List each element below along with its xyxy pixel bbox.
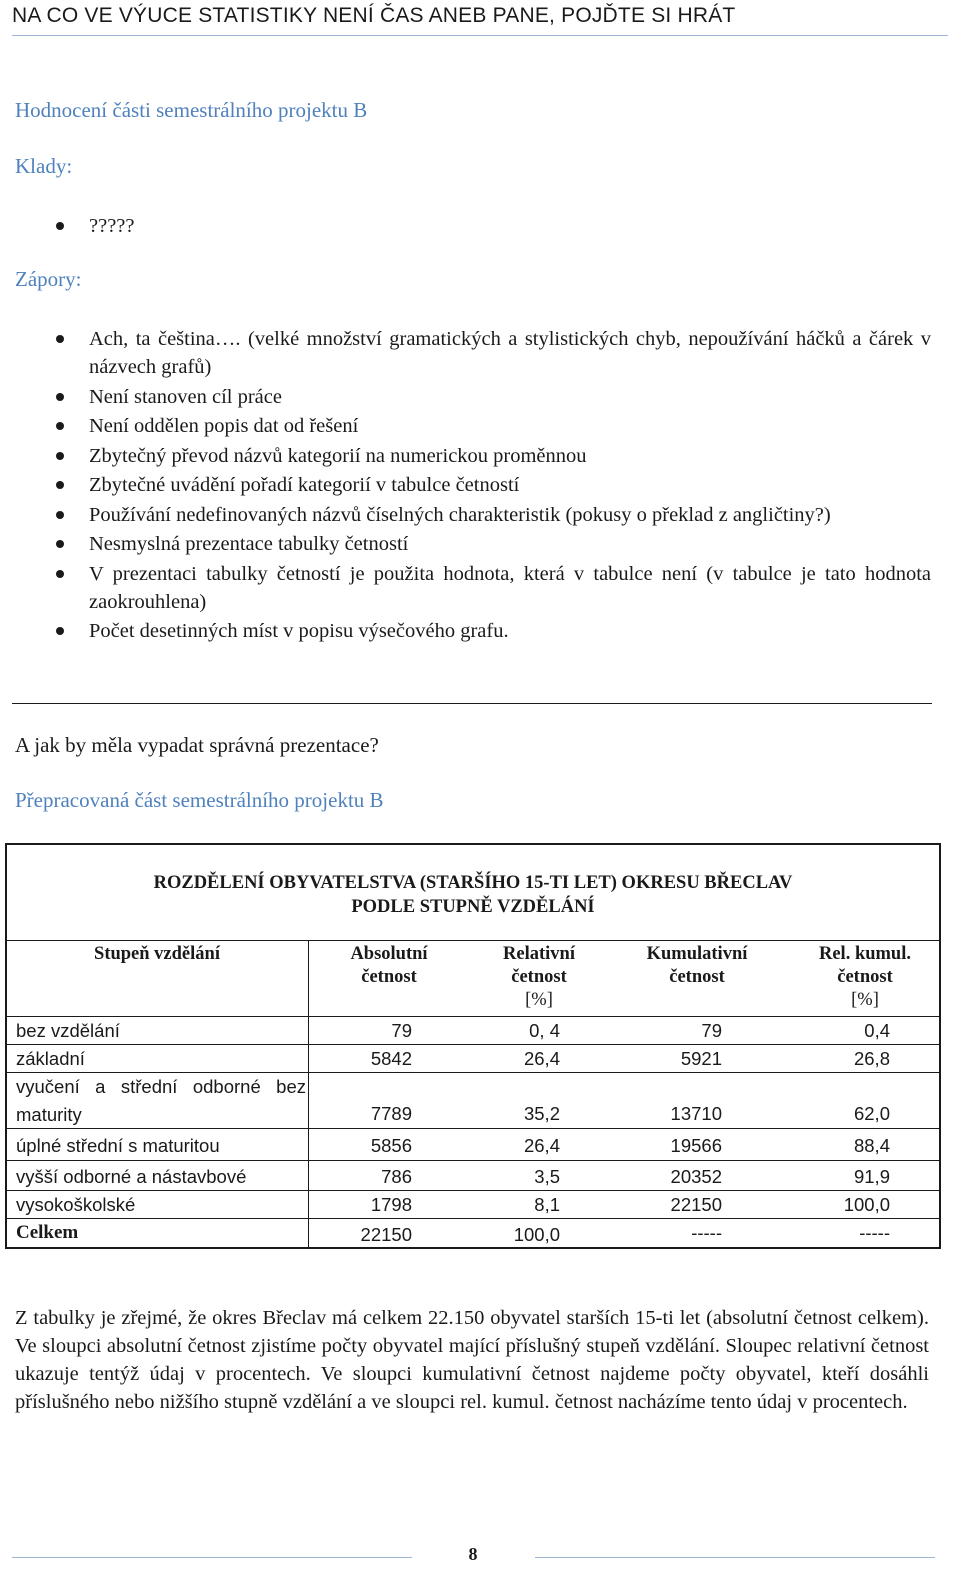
frequency-table: ROZDĚLENÍ OBYVATELSTVA (STARŠÍHO 15-TI LET) OKRESU BŘECLAV PODLE STUPNĚ VZDĚLÁNÍ Stupeň vzdělání Absolutní četnost Relativní četnost [%] Kumulativní četnost Rel. kumul. četnost [%] bez vzdělání 79 0, 4 79 0,4 základní 5842 26,4 5921 26,8 vyučení a střední odborné bez maturity 7789 35,2 13710 62,0 úplné střední s maturitou 5856 26,4 19566 88,4 vyšší odborné a nástavbové 786 3,5 20352 91,9 vysokoškolské 1798 8,1 22150 100,0 Celkem 22150 100,0 ----- ----- <box>5 843 941 1249</box>
column-header-relative: Relativní četnost [%] <box>503 944 575 1010</box>
row-divider <box>7 1160 939 1161</box>
bullet-icon <box>56 452 64 460</box>
list-item: Ach, ta čeština…. (velké množství gramatických a stylistických chyb, nepoužívání háčků a čárek v názvech grafů) <box>0 325 931 381</box>
list-item: Zbytečný převod názvů kategorií na numerickou proměnnou <box>0 442 931 470</box>
column-header-rel-cumulative: Rel. kumul. četnost [%] <box>818 944 911 1010</box>
bullet-icon <box>56 422 64 430</box>
pros-label: Klady: <box>15 154 73 178</box>
list-item: Počet desetinných míst v popisu výsečového grafu. <box>0 617 931 645</box>
cons-label: Zápory: <box>15 267 82 291</box>
column-header-absolute: Absolutní četnost <box>350 944 428 987</box>
cons-list <box>0 325 931 647</box>
table-title <box>7 845 939 941</box>
list-item: Používání nedefinovaných názvů číselných charakteristik (pokusy o překlad z angličtiny?) <box>0 501 931 529</box>
bullet-icon <box>56 481 64 489</box>
list-item: Není oddělen popis dat od řešení <box>0 412 931 440</box>
bullet-icon <box>56 511 64 519</box>
evaluation-heading: Hodnocení části semestrálního projektu B <box>15 98 368 122</box>
bullet-icon <box>56 627 64 635</box>
list-item: V prezentaci tabulky četností je použita hodnota, která v tabulce není (v tabulce je tato hodnota zaokrouhlena) <box>0 560 931 616</box>
list-item: Zbytečné uvádění pořadí kategorií v tabulce četností <box>0 471 931 499</box>
column-header-level: Stupeň vzdělání <box>94 944 220 964</box>
section-divider <box>12 703 932 704</box>
table-title-line-2: PODLE STUPNĚ VZDĚLÁNÍ <box>351 897 595 917</box>
bullet-icon <box>56 393 64 401</box>
list-item: ????? <box>0 212 931 240</box>
page-number: 8 <box>468 1544 478 1564</box>
revised-heading: Přepracovaná část semestrálního projektu B <box>15 788 384 812</box>
list-item: Není stanoven cíl práce <box>0 383 931 411</box>
column-header-cumulative: Kumulativní četnost <box>646 944 748 987</box>
bullet-icon <box>56 570 64 578</box>
question-text: A jak by měla vypadat správná prezentace? <box>15 733 379 757</box>
bullet-icon <box>56 540 64 548</box>
running-header: NA CO VE VÝUCE STATISTIKY NENÍ ČAS ANEB PANE, POJĎTE SI HRÁT <box>12 4 948 36</box>
table-title-line-1: ROZDĚLENÍ OBYVATELSTVA (STARŠÍHO 15-TI LET) OKRESU BŘECLAV <box>153 873 793 893</box>
pros-list <box>0 212 931 242</box>
list-item: Nesmyslná prezentace tabulky četností <box>0 530 931 558</box>
explanation-paragraph: Z tabulky je zřejmé, že okres Břeclav má celkem 22.150 obyvatel starších 15-ti let (absolutní četnost celkem). Ve sloupci absolutní četnost zjistíme počty obyvatel mající příslušný stupeň vzdělání. Sloupec relativní četnost ukazuje tentýž údaj v procentech. Ve sloupci kumulativní četnost najdeme počty obyvatel, kteří dosáhli příslušného nebo nižšího stupně vzdělání a ve sloupci rel. kumul. četnost nacházíme tento údaj v procentech. <box>15 1307 929 1413</box>
bullet-icon <box>56 222 64 230</box>
bullet-icon <box>56 335 64 343</box>
